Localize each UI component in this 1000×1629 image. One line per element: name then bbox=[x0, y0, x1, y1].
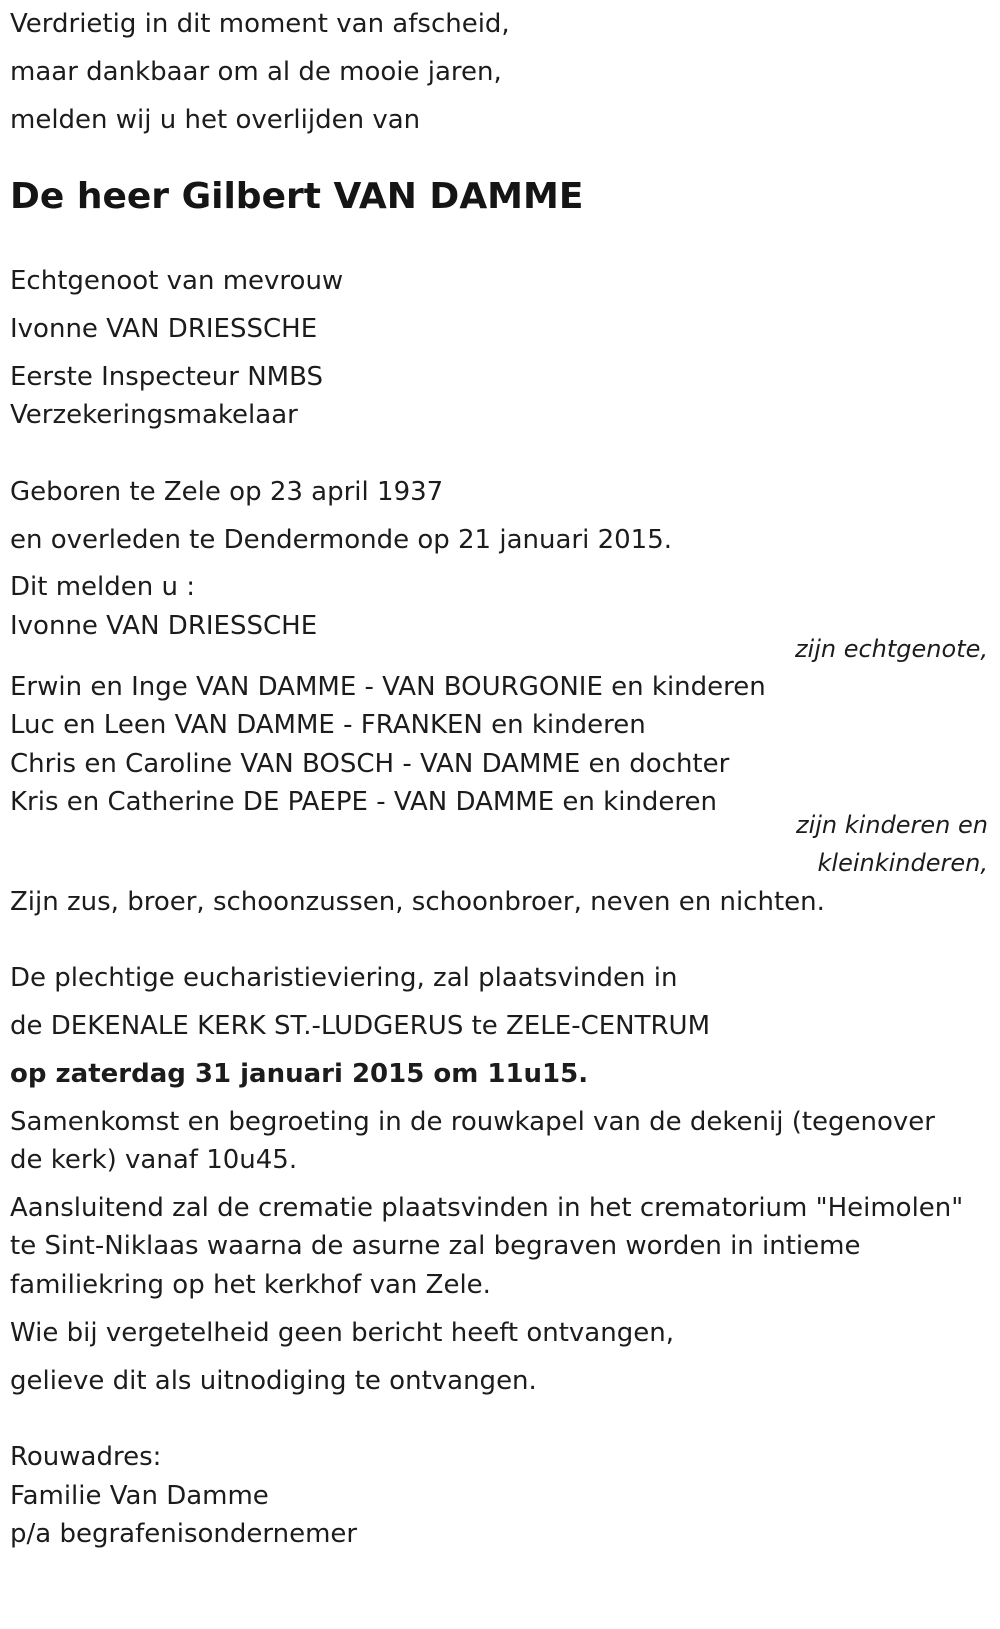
address-care-of: p/a begrafenisondernemer bbox=[10, 1519, 358, 1549]
child-family-line: Erwin en Inge VAN DAMME - VAN BOURGONIE en kinderen bbox=[10, 672, 766, 702]
child-family-line: Chris en Caroline VAN BOSCH - VAN DAMME en dochter bbox=[10, 749, 730, 779]
intro-line: maar dankbaar om al de mooie jaren, bbox=[10, 57, 502, 87]
cremation-line: familiekring op het kerkhof van Zele. bbox=[10, 1270, 491, 1300]
ceremony-line: De plechtige eucharistieviering, zal plaatsvinden in bbox=[10, 963, 678, 993]
child-family-line: Kris en Catherine DE PAEPE - VAN DAMME en kinderen bbox=[10, 787, 718, 817]
detail-line: Echtgenoot van mevrouw bbox=[10, 266, 344, 296]
church-location: de DEKENALE KERK ST.-LUDGERUS te ZELE-CENTRUM bbox=[10, 1011, 711, 1041]
detail-line: Eerste Inspecteur NMBS bbox=[10, 362, 323, 392]
detail-line: Ivonne VAN DRIESSCHE bbox=[10, 314, 318, 344]
invitation-line: gelieve dit als uitnodiging te ontvangen. bbox=[10, 1366, 537, 1396]
address-label: Rouwadres: bbox=[10, 1442, 162, 1472]
invitation-line: Wie bij vergetelheid geen bericht heeft ontvangen, bbox=[10, 1318, 674, 1348]
spouse-role: zijn echtgenote, bbox=[794, 635, 988, 663]
address-name: Familie Van Damme bbox=[10, 1481, 269, 1511]
birth-line: Geboren te Zele op 23 april 1937 bbox=[10, 477, 444, 507]
children-role: zijn kinderen en bbox=[796, 811, 988, 839]
spouse-name: Ivonne VAN DRIESSCHE bbox=[10, 611, 318, 641]
intro-line: melden wij u het overlijden van bbox=[10, 105, 421, 135]
announcers-intro: Dit melden u : bbox=[10, 572, 195, 602]
cremation-line: Aansluitend zal de crematie plaatsvinden in het crematorium "Heimolen" bbox=[10, 1193, 964, 1223]
children-role: kleinkinderen, bbox=[817, 849, 988, 877]
ceremony-datetime: op zaterdag 31 januari 2015 om 11u15. bbox=[10, 1059, 589, 1089]
relatives-line: Zijn zus, broer, schoonzussen, schoonbroer, neven en nichten. bbox=[10, 887, 825, 917]
death-line: en overleden te Dendermonde op 21 januari 2015. bbox=[10, 525, 673, 555]
gathering-line: de kerk) vanaf 10u45. bbox=[10, 1145, 298, 1175]
cremation-line: te Sint-Niklaas waarna de asurne zal begraven worden in intieme bbox=[10, 1231, 861, 1261]
gathering-line: Samenkomst en begroeting in de rouwkapel van de dekenij (tegenover bbox=[10, 1107, 935, 1137]
deceased-name: De heer Gilbert VAN DAMME bbox=[10, 176, 584, 217]
child-family-line: Luc en Leen VAN DAMME - FRANKEN en kinderen bbox=[10, 710, 646, 740]
intro-line: Verdrietig in dit moment van afscheid, bbox=[10, 9, 510, 39]
detail-line: Verzekeringsmakelaar bbox=[10, 400, 298, 430]
